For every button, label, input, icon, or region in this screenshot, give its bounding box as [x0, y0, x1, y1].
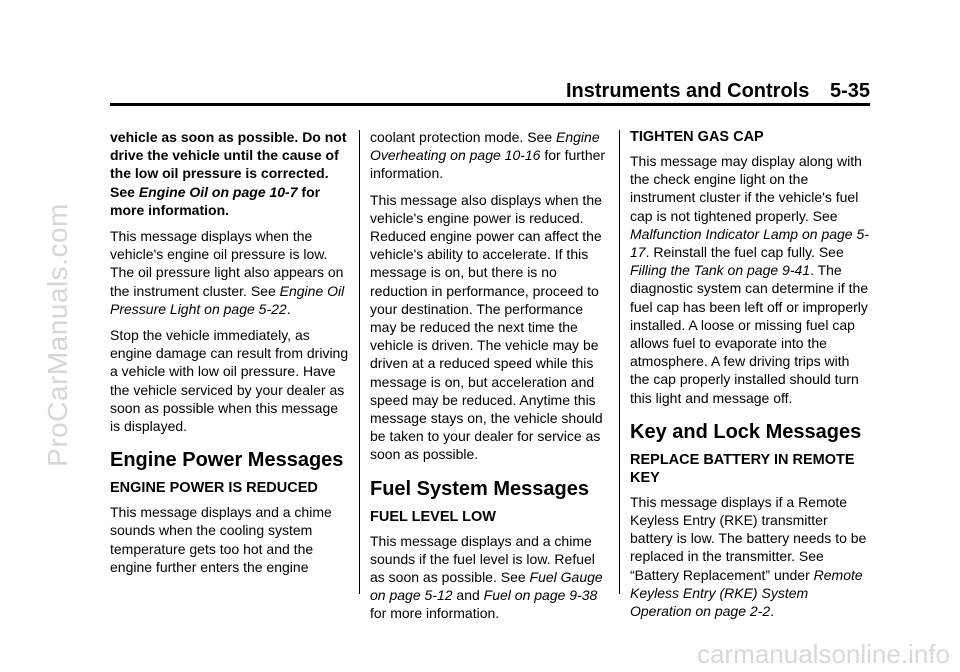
bottom-watermark: carmanualsonline.info: [697, 639, 950, 669]
paragraph: This message displays if a Remote Keyless Entry (RKE) transmitter battery is low. The battery needs to be replaced in the transmitter. See “Battery Replacement” under Remote Keyless Entry (RKE) System Operation on page 2-2.: [630, 493, 867, 620]
header-rule: [110, 103, 870, 106]
subsection-heading: FUEL LEVEL LOW: [370, 508, 496, 525]
paragraph: This message displays and a chime sounds if the fuel level is low. Refuel as soon as possible. See Fuel Gauge on page 5-12 and Fuel on page 9-38 for more information.: [370, 532, 603, 622]
paragraph: This message displays and a chime sounds when the cooling system temperature gets too hot and the engine further enters the engine: [110, 504, 332, 575]
subsection-heading: REPLACE BATTERY IN REMOTE KEY: [630, 451, 855, 486]
paragraph: vehicle as soon as possible. Do not drive the vehicle until the cause of the low oil pressure is corrected. See Engine Oil on page 10-7 for more information.: [110, 129, 347, 218]
column-3: [630, 128, 870, 628]
page-number: 5-35: [829, 80, 870, 102]
paragraph: This message may display along with the check engine light on the instrument cluster if the vehicle's fuel cap is not tightened properly. See Malfunction Indicator Lamp on page 5-17. Reinstall the fuel cap fully. See Filling the Tank on page 9-41. The diagnostic system can determine if the fuel cap has been left off or improperly installed. A loose or missing fuel cap allows fuel to evaporate into the atmosphere. A few driving trips with the cap properly installed should turn this light and message off.: [630, 153, 869, 406]
cross-reference-link[interactable]: Engine Oil Pressure Light on page 5-22: [110, 282, 345, 317]
cross-reference-link[interactable]: Remote Keyless Entry (RKE) System Operation on page 2-2: [630, 566, 863, 620]
cross-reference-link[interactable]: Engine Oil on page 10-7: [138, 183, 298, 200]
cross-reference-link[interactable]: Fuel on page 9-38: [483, 587, 598, 604]
section-heading: Engine Power Messages: [110, 449, 344, 472]
column-2: [370, 128, 610, 631]
side-watermark: ProCarManuals.com: [42, 203, 73, 467]
column-1: [110, 128, 352, 584]
paragraph: This message also displays when the vehicle's engine power is reduced. Reduced engine power can affect the vehicle's ability to accelerate. If this message is on, but there is no reduction in performance, proceed to your destination. The performance may be reduced the next time the vehicle is driven. The vehicle may be driven at a reduced speed while this message is on, but acceleration and speed may be reduced. Anytime this message stays on, the vehicle should be taken to your dealer for service as soon as possible.: [370, 191, 603, 463]
paragraph: Stop the vehicle immediately, as engine damage can result from driving a vehicle with low oil pressure. Have the vehicle serviced by your dealer as soon as possible when this message is displayed.: [110, 327, 349, 435]
cross-reference-link[interactable]: Filling the Tank on page 9-41: [630, 262, 811, 279]
cross-reference-link[interactable]: Fuel Gauge on page 5-12: [370, 569, 603, 604]
column-divider-2: [619, 130, 620, 594]
section-heading: Fuel System Messages: [370, 477, 589, 500]
cross-reference-link[interactable]: Engine Overheating on page 10-16: [370, 129, 600, 164]
section-title: Instruments and Controls: [566, 80, 810, 102]
cross-reference-link[interactable]: Malfunction Indicator Lamp on page 5-17: [630, 225, 869, 261]
section-heading: Key and Lock Messages: [630, 420, 862, 443]
subsection-heading: ENGINE POWER IS REDUCED: [110, 480, 318, 497]
subsection-heading: TIGHTEN GAS CAP: [630, 129, 764, 145]
page-header: [566, 80, 870, 103]
paragraph: coolant protection mode. See Engine Overheating on page 10-16 for further information.: [370, 129, 606, 182]
column-divider-1: [359, 130, 360, 594]
paragraph: This message displays when the vehicle's engine oil pressure is low. The oil pressure light also appears on the instrument cluster. See Engine Oil Pressure Light on page 5-22.: [110, 228, 345, 317]
